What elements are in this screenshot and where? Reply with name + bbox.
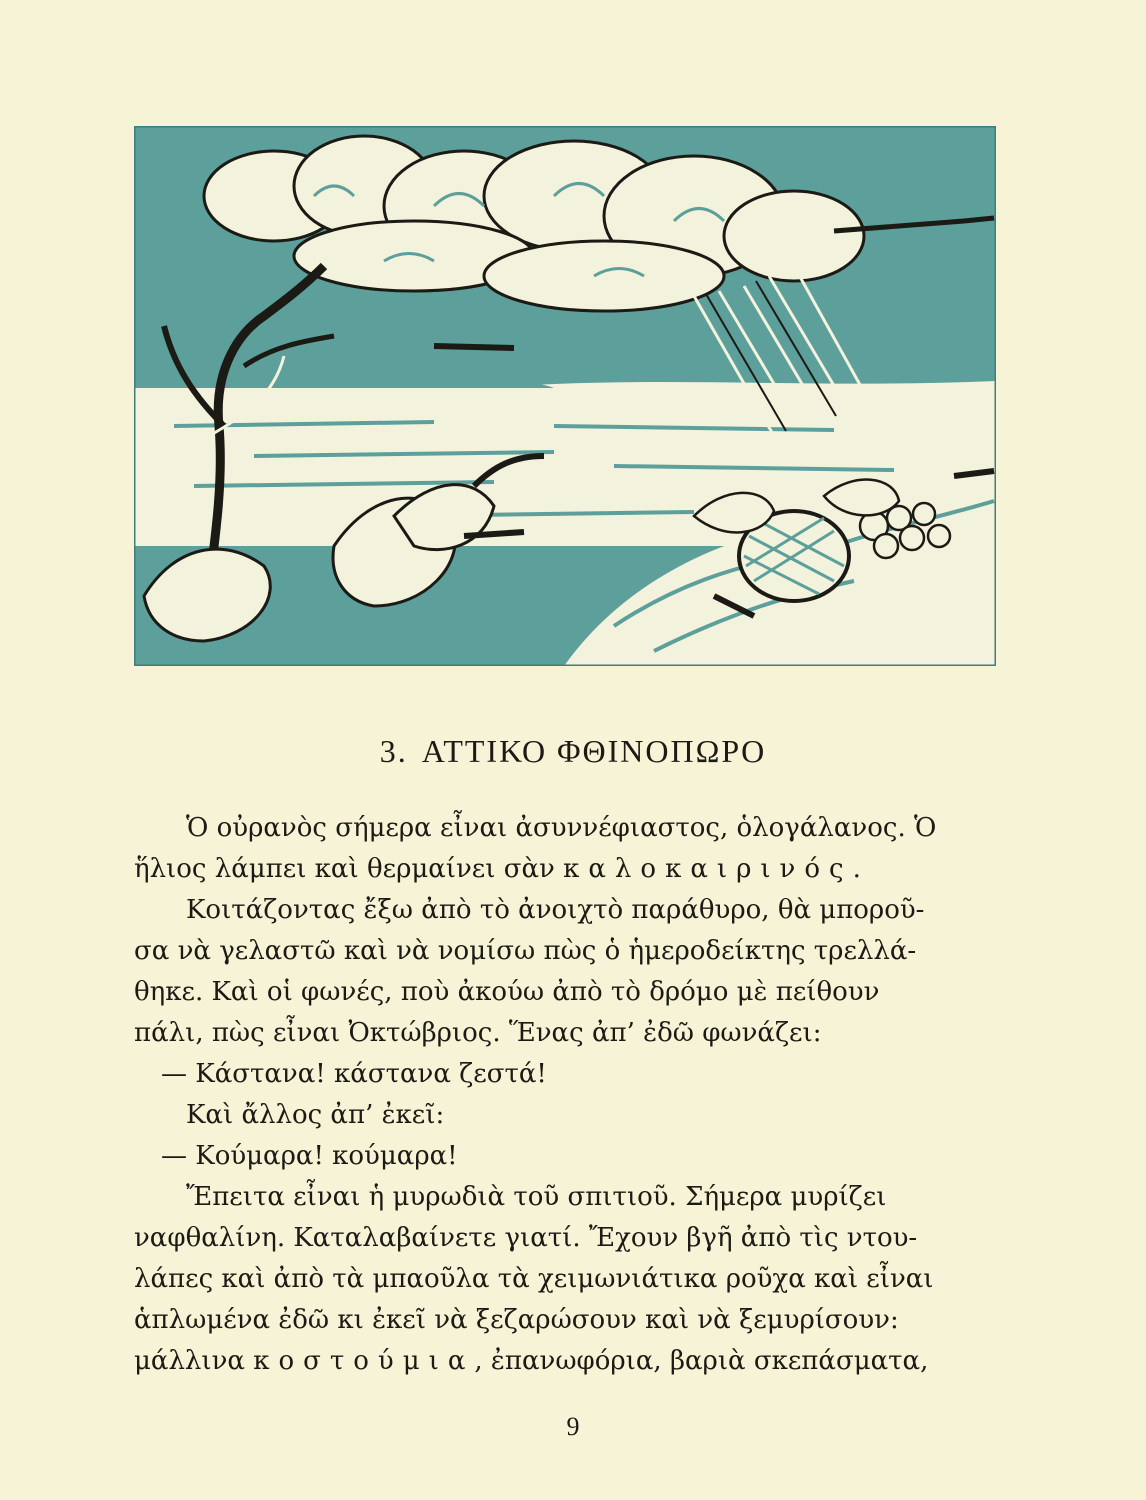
text-line: Ὁ οὐρανὸς σήμερα εἶναι ἀσυννέφιαστος, ὁλογάλανος. Ὁ	[186, 813, 937, 843]
paragraph-2	[134, 890, 996, 1054]
text-line	[134, 1341, 996, 1382]
text-line: ἁπλωμένα ἐδῶ κι ἐκεῖ νὰ ξεζαρώσουν καὶ νὰ ξεμυρίσουν:	[134, 1305, 899, 1335]
autumn-landscape-woodcut-icon	[134, 126, 996, 666]
text-run: ἥλιος λάμπει καὶ θερμαίνει σὰν	[134, 854, 564, 884]
chapter-title-text: ΑΤΤΙΚΟ ΦΘΙΝΟΠΩΡΟ	[421, 733, 767, 769]
text-line: ναφθαλίνη. Καταλαβαίνετε γιατί. Ἔχουν βγῆ ἀπὸ τὶς ντου-	[134, 1223, 918, 1253]
paragraph-1	[134, 808, 996, 890]
text-line: θηκε. Καὶ οἱ φωνές, ποὺ ἀκούω ἀπὸ τὸ δρόμο μὲ πείθουν	[134, 977, 880, 1007]
text-line: λάπες καὶ ἀπὸ τὰ μπαοῦλα τὰ χειμωνιάτικα ροῦχα καὶ εἶναι	[134, 1264, 934, 1294]
text-run: μάλλινα	[134, 1346, 254, 1376]
paragraph-4	[134, 1177, 996, 1382]
paragraph-3	[134, 1095, 996, 1136]
dialogue-1	[134, 1054, 996, 1095]
text-line: Κοιτάζοντας ἔξω ἀπὸ τὸ ἀνοιχτὸ παράθυρο, θὰ μποροῦ-	[186, 895, 925, 925]
spaced-word: κοστούμια	[253, 1346, 475, 1376]
dialogue-2	[134, 1136, 996, 1177]
text-line: — Κάστανα! κάστανα ζεστά!	[161, 1059, 547, 1089]
page-number: 9	[566, 1412, 580, 1441]
text-line: Ἔπειτα εἶναι ἡ μυρωδιὰ τοῦ σπιτιοῦ. Σήμερα μυρίζει	[186, 1182, 887, 1212]
spaced-word: καλοκαιρινός	[563, 854, 853, 884]
text-line: πάλι, πὼς εἶναι Ὀκτώβριος. Ἕνας ἀπ’ ἐδῶ φωνάζει:	[134, 1018, 822, 1048]
chapter-title	[0, 733, 1146, 770]
text-run: .	[852, 854, 861, 884]
text-line: Καὶ ἄλλος ἀπ’ ἐκεῖ:	[186, 1100, 445, 1130]
landscape-illustration	[134, 126, 996, 666]
text-line: — Κούμαρα! κούμαρα!	[161, 1141, 458, 1171]
text-line	[134, 849, 996, 890]
body-text	[134, 808, 996, 1382]
text-line: σα νὰ γελαστῶ καὶ νὰ νομίσω πὼς ὁ ἡμεροδείκτης τρελλά-	[134, 936, 917, 966]
text-run: , ἐπανωφόρια, βαριὰ σκεπάσματα,	[474, 1346, 929, 1376]
chapter-number: 3.	[379, 733, 408, 769]
